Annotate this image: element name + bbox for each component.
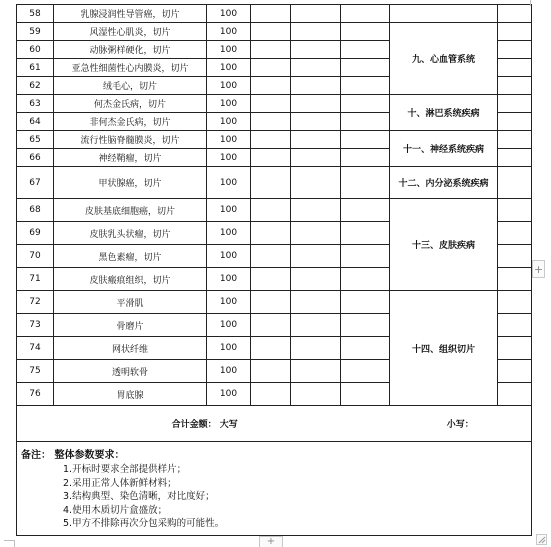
notes-cell (17, 442, 532, 536)
category-skin: 十三、皮肤疾病 (390, 199, 498, 291)
row-number: 73 (17, 314, 54, 337)
amount-cell[interactable] (291, 113, 341, 131)
note-cell[interactable] (341, 23, 390, 41)
extra-cell[interactable] (498, 77, 532, 95)
amount-cell[interactable] (291, 77, 341, 95)
margin-marker (530, 0, 531, 6)
note-item: 5.甲方不排除再次分包采购的可能性。 (63, 518, 225, 529)
total-amount-label: 合计金额： 大写 (17, 406, 390, 442)
notes-title: 备注： 整体参数要求： (21, 450, 125, 461)
row-number: 72 (17, 291, 54, 314)
table-row (17, 5, 532, 23)
note-cell[interactable] (341, 41, 390, 59)
row-number: 76 (17, 383, 54, 406)
amount-cell[interactable] (291, 268, 341, 291)
item-quantity: 100 (207, 23, 251, 41)
note-item: 4.使用木质切片盒盛放； (63, 504, 168, 516)
row-number: 58 (17, 5, 54, 23)
amount-cell[interactable] (291, 149, 341, 167)
amount-cell[interactable] (291, 167, 341, 199)
row-number: 69 (17, 222, 54, 245)
extra-cell[interactable] (498, 113, 532, 131)
item-quantity: 100 (207, 167, 251, 199)
item-name: 皮肤基底细胞癌，切片 (54, 199, 207, 222)
item-name: 甲状腺癌，切片 (54, 167, 207, 199)
note-cell[interactable] (341, 95, 390, 113)
note-cell[interactable] (341, 59, 390, 77)
item-name: 胃底腺 (54, 383, 207, 406)
note-item: 3.结构典型、染色清晰，对比度好； (63, 491, 215, 502)
row-number: 65 (17, 131, 54, 149)
row-number: 67 (17, 167, 54, 199)
item-quantity: 100 (207, 131, 251, 149)
amount-cell[interactable] (291, 222, 341, 245)
note-cell[interactable] (341, 291, 390, 314)
extra-cell[interactable] (498, 131, 532, 149)
note-cell[interactable] (341, 199, 390, 222)
item-quantity: 100 (207, 268, 251, 291)
item-name: 流行性脑脊髓膜炎，切片 (54, 131, 207, 149)
row-number: 71 (17, 268, 54, 291)
note-cell[interactable] (341, 383, 390, 406)
price-cell[interactable] (251, 131, 291, 149)
item-name: 风湿性心肌炎，切片 (54, 23, 207, 41)
item-name: 透明软骨 (54, 360, 207, 383)
item-quantity: 100 (207, 59, 251, 77)
table-row (17, 95, 532, 113)
extra-cell[interactable] (498, 222, 532, 245)
amount-cell[interactable] (291, 337, 341, 360)
row-number: 60 (17, 41, 54, 59)
item-quantity: 100 (207, 5, 251, 23)
note-cell[interactable] (341, 113, 390, 131)
amount-cell[interactable] (291, 199, 341, 222)
row-number: 75 (17, 360, 54, 383)
item-name: 皮肤乳头状瘤，切片 (54, 222, 207, 245)
price-cell[interactable] (251, 245, 291, 268)
amount-cell[interactable] (291, 95, 341, 113)
row-number: 59 (17, 23, 54, 41)
item-name: 乳腺浸润性导管癌，切片 (54, 5, 207, 23)
amount-cell[interactable] (291, 383, 341, 406)
item-quantity: 100 (207, 149, 251, 167)
price-cell[interactable] (251, 337, 291, 360)
price-cell[interactable] (251, 199, 291, 222)
extra-cell[interactable] (498, 95, 532, 113)
note-cell[interactable] (341, 131, 390, 149)
item-quantity: 100 (207, 95, 251, 113)
item-name: 非何杰金氏病，切片 (54, 113, 207, 131)
note-cell[interactable] (341, 360, 390, 383)
margin-marker (14, 540, 15, 547)
item-quantity: 100 (207, 113, 251, 131)
extra-cell[interactable] (498, 268, 532, 291)
small-amount-label: 小写： (390, 406, 532, 442)
amount-cell[interactable] (291, 23, 341, 41)
row-number: 74 (17, 337, 54, 360)
item-quantity: 100 (207, 77, 251, 95)
note-item: 2.采用正常人体新鲜材料； (63, 477, 177, 489)
extra-cell[interactable] (498, 149, 532, 167)
item-quantity: 100 (207, 314, 251, 337)
price-cell[interactable] (251, 5, 291, 23)
extra-cell[interactable] (498, 59, 532, 77)
notes-row (17, 442, 532, 536)
extra-cell[interactable] (498, 199, 532, 222)
note-cell[interactable] (341, 77, 390, 95)
category-tissue: 十四、组织切片 (390, 291, 498, 406)
category-cardio: 九、心血管系统 (390, 23, 498, 95)
item-name: 亚急性细菌性心内膜炎，切片 (54, 59, 207, 77)
amount-cell[interactable] (291, 5, 341, 23)
category-cell (390, 5, 498, 23)
extra-cell[interactable] (498, 291, 532, 314)
item-name: 绒毛心，切片 (54, 77, 207, 95)
total-row (17, 406, 532, 442)
extra-cell[interactable] (498, 245, 532, 268)
table-row (17, 131, 532, 149)
extra-cell[interactable] (498, 41, 532, 59)
extra-cell[interactable] (498, 167, 532, 199)
note-cell[interactable] (341, 222, 390, 245)
price-cell[interactable] (251, 268, 291, 291)
add-row-button[interactable]: + (259, 536, 283, 547)
item-name: 黑色素瘤，切片 (54, 245, 207, 268)
category-endocrine: 十二、内分泌系统疾病 (390, 167, 498, 199)
note-cell[interactable] (341, 245, 390, 268)
price-cell[interactable] (251, 149, 291, 167)
note-cell[interactable] (341, 314, 390, 337)
price-cell[interactable] (251, 77, 291, 95)
amount-cell[interactable] (291, 245, 341, 268)
extra-cell[interactable] (498, 23, 532, 41)
note-cell[interactable] (341, 167, 390, 199)
table-row (17, 167, 532, 199)
price-cell[interactable] (251, 59, 291, 77)
note-item: 1.开标时要求全部提供样片； (63, 464, 187, 475)
item-quantity: 100 (207, 222, 251, 245)
table-row (17, 291, 532, 314)
amount-cell[interactable] (291, 360, 341, 383)
table-row (17, 23, 532, 41)
row-number: 64 (17, 113, 54, 131)
item-quantity: 100 (207, 383, 251, 406)
price-cell[interactable] (251, 291, 291, 314)
table-resize-handle-icon[interactable] (536, 534, 547, 545)
extra-cell[interactable] (498, 314, 532, 337)
category-nerve: 十一、神经系统疾病 (390, 131, 498, 167)
row-number: 70 (17, 245, 54, 268)
extra-cell[interactable] (498, 5, 532, 23)
price-cell[interactable] (251, 314, 291, 337)
amount-cell[interactable] (291, 41, 341, 59)
price-cell[interactable] (251, 23, 291, 41)
item-quantity: 100 (207, 245, 251, 268)
row-number: 68 (17, 199, 54, 222)
price-cell[interactable] (251, 360, 291, 383)
procurement-table (16, 4, 532, 536)
extra-cell[interactable] (498, 337, 532, 360)
item-quantity: 100 (207, 41, 251, 59)
price-cell[interactable] (251, 41, 291, 59)
margin-marker (4, 540, 14, 541)
item-name: 神经鞘瘤，切片 (54, 149, 207, 167)
amount-cell[interactable] (291, 314, 341, 337)
item-quantity: 100 (207, 360, 251, 383)
amount-cell[interactable] (291, 291, 341, 314)
item-name: 网状纤维 (54, 337, 207, 360)
item-quantity: 100 (207, 199, 251, 222)
item-name: 动脉粥样硬化，切片 (54, 41, 207, 59)
row-number: 63 (17, 95, 54, 113)
item-quantity: 100 (207, 291, 251, 314)
amount-cell[interactable] (291, 131, 341, 149)
row-number: 62 (17, 77, 54, 95)
item-name: 何杰金氏病，切片 (54, 95, 207, 113)
table-row (17, 199, 532, 222)
price-cell[interactable] (251, 222, 291, 245)
extra-cell[interactable] (498, 383, 532, 406)
extra-cell[interactable] (498, 360, 532, 383)
amount-cell[interactable] (291, 59, 341, 77)
category-lymph: 十、淋巴系统疾病 (390, 95, 498, 131)
price-cell[interactable] (251, 113, 291, 131)
row-number: 66 (17, 149, 54, 167)
note-cell[interactable] (341, 5, 390, 23)
item-name: 平滑肌 (54, 291, 207, 314)
item-quantity: 100 (207, 337, 251, 360)
add-column-button[interactable]: + (532, 260, 545, 278)
price-cell[interactable] (251, 167, 291, 199)
row-number: 61 (17, 59, 54, 77)
item-name: 皮肤瘢痕组织，切片 (54, 268, 207, 291)
item-name: 骨磨片 (54, 314, 207, 337)
price-cell[interactable] (251, 383, 291, 406)
price-cell[interactable] (251, 95, 291, 113)
note-cell[interactable] (341, 337, 390, 360)
note-cell[interactable] (341, 149, 390, 167)
note-cell[interactable] (341, 268, 390, 291)
